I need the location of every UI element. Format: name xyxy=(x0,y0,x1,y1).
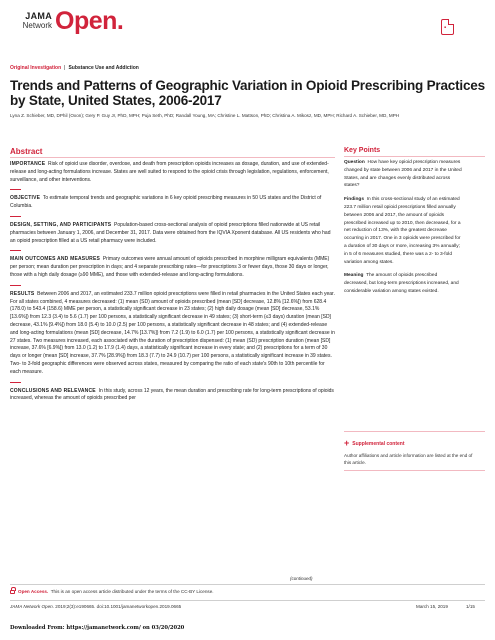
abstract-objective xyxy=(10,195,335,211)
question-label: Question xyxy=(344,160,365,165)
jama-network-logo xyxy=(10,12,52,30)
question-text: How have key opioid prescription measures changed by state between 2006 and 2017 in the United States, and are changes evenly distributed across states? xyxy=(344,160,462,189)
conclusions-label: CONCLUSIONS AND RELEVANCE xyxy=(10,387,96,394)
section-divider xyxy=(10,382,21,383)
footer-rule-2 xyxy=(10,600,485,601)
key-points-rule xyxy=(344,156,485,157)
article-type[interactable]: Original Investigation xyxy=(10,65,62,71)
open-access-label[interactable]: Open Access. xyxy=(18,589,49,594)
supplemental-content-link[interactable] xyxy=(344,438,405,448)
article-title: Trends and Patterns of Geographic Variation in Opioid Prescribing Practices by State, United States, 2006-2017 xyxy=(10,78,485,108)
citation-line xyxy=(10,604,181,609)
author-list: Lyna Z. Schieber, MD, DPhil (Oxon); Gery P. Guy Jr, PhD, MPH; Puja Seth, PhD; Randall Young, MA; Christine L. Mattson, PhD; Christina A. Mikosz, MD, MPH; Richard A. Schieber, MD, MPH xyxy=(10,113,400,118)
importance-label: IMPORTANCE xyxy=(10,161,46,167)
kp-findings xyxy=(344,196,462,266)
kp-meaning xyxy=(344,272,462,295)
pdf-download-icon[interactable]: ▪ xyxy=(441,19,454,35)
kp-question xyxy=(344,159,462,190)
open-access-line xyxy=(10,589,214,594)
findings-label: Findings xyxy=(344,197,364,203)
logo-open-text: Open. xyxy=(55,7,124,35)
key-points-end-rule xyxy=(344,431,485,432)
section-divider xyxy=(10,216,21,217)
design-text: Population-based cross-sectional analysis of opioid prescriptions filled nationwide at US retail pharmacies between January 1, 2006, and December 31, 2017. Data were obtained from the IQVIA Xponent database. All US residents who had an opioid prescription filled at a US retail pharmacy were included. xyxy=(10,221,331,244)
abstract-importance xyxy=(10,161,335,184)
section-divider xyxy=(10,189,21,190)
publication-date: March 15, 2019 xyxy=(416,604,448,609)
open-lock-icon xyxy=(10,590,15,594)
abstract-heading: Abstract xyxy=(10,147,43,156)
results-label: RESULTS xyxy=(10,290,35,297)
conclusions-text: In this study, across 12 years, the mean duration and prescribing rate for long-term prescriptions of opioids increased, whereas the amount of opioids prescribed per xyxy=(10,387,334,402)
footer-rule xyxy=(10,584,485,585)
abstract-body xyxy=(10,161,335,403)
logo-network-text: Network xyxy=(22,21,52,30)
findings-text: In this cross-sectional study of an estimated 223.7 million retail opioid prescriptions filled annually between 2006 and 2017, the amount of opioids prescribed increased up to 2010, then decreased, for a net reduction of 13%, with the greatest decrease occurring in 2017. One in 3 opioids were prescribed for a duration of 30 days or more, increasing 3% annually; in 5 of 6 measures studied, there was a 2- to 3-fold variation among states. xyxy=(344,197,461,265)
abstract-conclusions xyxy=(10,388,335,404)
supplemental-label: Supplemental content xyxy=(352,441,405,447)
outcomes-text: Primary outcomes were annual amount of opioids prescribed in morphine milligram equivalents (MME) per person; mean duration per prescription in days; and 4 separate prescribing rates—for prescriptions 3 or fewer days, those 30 days or longer, those with a high daily dosage (≥90 MME), and those with extended-release and long-acting formulations. xyxy=(10,256,330,278)
abstract-outcomes xyxy=(10,256,335,279)
meaning-text: The amount of opioids prescribed decreased, but long-term prescriptions increased, and considerable variation among states existed. xyxy=(344,273,459,294)
logo-jama-text: JAMA xyxy=(25,11,52,21)
article-category[interactable]: Substance Use and Addiction xyxy=(68,65,139,71)
design-label: DESIGN, SETTING, AND PARTICIPANTS xyxy=(10,221,112,228)
affiliations-note: Author affiliations and article information are listed at the end of this article. xyxy=(344,453,473,465)
citation-text: 2019;2(3):e190665. doi:10.1001/jamanetworkopen.2019.0665 xyxy=(55,604,182,609)
objective-text: To estimate temporal trends and geographic variations in 6 key opioid prescribing measures in 50 US states and the District of Columbia. xyxy=(10,195,322,210)
section-divider xyxy=(10,250,21,251)
plus-icon: + xyxy=(344,438,350,448)
key-points-box xyxy=(344,159,462,302)
outcomes-label: MAIN OUTCOMES AND MEASURES xyxy=(10,256,101,263)
importance-text: Risk of opioid use disorder, overdose, and death from prescription opioids increases as dosage, duration, and use of extended-release and long-acting formulations increase. States are well suited to respond to the opioid crisis through legislation, regulations, enforcement, surveillance, and other interventions. xyxy=(10,161,329,183)
abstract-design xyxy=(10,222,335,245)
affiliations-rule xyxy=(344,470,485,471)
objective-label: OBJECTIVE xyxy=(10,195,41,202)
page-number: 1/15 xyxy=(466,604,475,609)
results-text: Between 2006 and 2017, an estimated 233.7 million opioid prescriptions were filled in retail pharmacies in the United States each year. For all states combined, 4 measures decreased: (1) mean (SD) amount of opioids prescribed (mean [SD] decrease, 12.8% [12.6%]) from 628.4 (178.0) to 543.4 (158.6) MME per person, a statistically significant decrease in 23 states; (2) high daily dosage (mean [SD] decrease, 53.1% [13.6%]) from 12.3 (3.4) to 5.6 (1.7) per 100 persons, a statistically significant decrease in 49 states; (3) short-term (≤3 days) duration (mean [SD] decrease, 43.1% [9.4%]) from 18.0 (5.4) to 10.0 (2.5) per 100 persons, a statistically significant decrease in 48 states; and (4) extended-release and long-acting formulations (mean [SD] decrease, 14.7% [13.7%]) from 7.2 (1.9) to 6.0 (1.7) per 100 persons, a statistically significant decrease in 27 states. Two measures increased, each associated with the duration of prescription dispensed: (1) mean (SD) prescription duration (mean [SD] increase, 37.6% [6.9%]) from 13.0 (1.2) to 17.9 (1.4) days, a statistically significant increase in every state; and (2) prescriptions for a term of 30 days or longer (mean [SD] increase, 37.7% [28.9%]) from 18.3 (7.7) to 24.9 (10.7) per 100 persons, a statistically significant increase in 39 states. Two- to 3-fold geographic differences were observed across states, measured by comparing the ratio of each state's 90th to 10th percentile for each measure. xyxy=(10,290,335,375)
open-access-text: This is an open access article distributed under the terms of the CC-BY License. xyxy=(50,589,214,594)
key-points-heading: Key Points xyxy=(344,147,381,154)
article-type-line: Original Investigation | Substance Use and Addiction xyxy=(10,65,139,71)
continued-note: (continued) xyxy=(290,576,313,581)
download-stamp: Downloaded From: https://jamanetwork.com/ on 03/20/2020 xyxy=(10,625,185,631)
meaning-label: Meaning xyxy=(344,273,364,279)
abstract-rule xyxy=(10,157,335,158)
section-divider xyxy=(10,285,21,286)
journal-name: JAMA Network Open. xyxy=(10,604,54,609)
abstract-results xyxy=(10,291,335,377)
